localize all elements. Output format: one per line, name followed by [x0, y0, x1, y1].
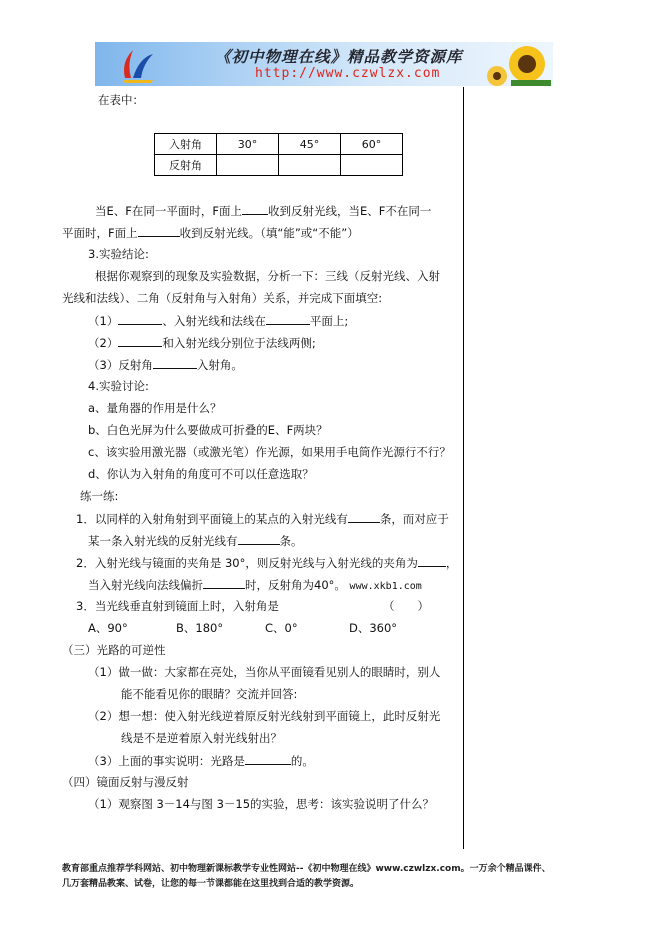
- paragraph-line: （1）做一做：大家都在亮处，当你从平面镜看见别人的眼睛时，别人: [88, 665, 441, 679]
- fill-blank-2: （2） 和入射光线分别位于法线两侧;: [88, 336, 316, 350]
- fill-blank-3: （3）反射角 入射角。: [88, 358, 243, 372]
- logo-icon: [117, 44, 157, 84]
- section-heading: （三）光路的可逆性: [62, 643, 166, 657]
- section-heading: （四）镜面反射与漫反射: [62, 775, 189, 789]
- sunflower-icon: [483, 42, 553, 86]
- option-d: D、360°: [349, 621, 398, 635]
- exercise-2-line: 当入射光线向法线偏折 时，反射角为40°。 www.xkb1.com: [88, 578, 422, 592]
- table-cell: 30°: [217, 134, 279, 155]
- exercise-2-line: 2．入射光线与镜面的夹角是 30°，则反射光线与入射光线的夹角为 ，: [76, 556, 458, 570]
- paragraph-line: （2）想一想：使入射光线逆着原反射光线射到平面镜上，此时反射光: [88, 709, 441, 723]
- paragraph-line: 平面时，F面上 收到反射光线。（填“能”或“不能”）: [62, 226, 359, 240]
- paragraph-line: 根据你观察到的现象及实验数据，分析一下：三线（反射光线、入射: [95, 269, 440, 283]
- footer-line: 几万套精品教案、试卷，让您的每一节课都能在这里找到合适的教学资源。: [62, 879, 360, 889]
- banner-title: 《初中物理在线》精品教学资源库: [215, 47, 463, 66]
- question-a: a、量角器的作用是什么？: [88, 401, 222, 415]
- paragraph-line: （1）观察图 3－14与图 3－15的实验，思考：该实验说明了什么？: [88, 797, 435, 811]
- paragraph-line: 光线和法线）、二角（反射角与入射角）关系，并完成下面填空:: [62, 291, 383, 305]
- table-cell: 60°: [341, 134, 403, 155]
- section-heading: 3.实验结论:: [88, 247, 149, 261]
- question-d: d、你认为入射角的角度可不可以任意选取？: [88, 467, 314, 481]
- fill-blank-1: （1） 、入射光线和法线在 平面上;: [88, 314, 349, 328]
- exercise-3-line: 3．当光线垂直射到镜面上时，入射角是: [76, 599, 279, 613]
- intro-text: 在表中：: [98, 93, 144, 107]
- option-b: B、180°: [176, 621, 224, 635]
- margin-divider: [463, 87, 464, 849]
- table-cell: [217, 155, 279, 176]
- banner-url[interactable]: http://www.czwlzx.com: [255, 66, 441, 81]
- table-cell: 入射角: [155, 134, 217, 155]
- header-banner: [95, 42, 553, 86]
- angle-table: [154, 133, 403, 176]
- question-b: b、白色光屏为什么要做成可折叠的E、F两块？: [88, 423, 328, 437]
- footer-line: 教育部重点推荐学科网站、初中物理新课标教学专业性网站--《初中物理在线》www.czwlzx.com。一万余个精品课件、: [62, 864, 551, 874]
- table-cell: [279, 155, 341, 176]
- watermark-url: www.xkb1.com: [349, 581, 422, 592]
- section-heading: 练一练:: [80, 489, 119, 503]
- paragraph-line: （3）上面的事实说明：光路是 的。: [88, 754, 314, 768]
- option-a: A、90°: [88, 621, 128, 635]
- table-row: [155, 134, 403, 155]
- paragraph-line: 线是不是逆着原入射光线射出？: [121, 731, 282, 745]
- table-cell: 45°: [279, 134, 341, 155]
- paragraph-line: 能不能看见你的眼睛？交流并回答:: [121, 687, 298, 701]
- question-c: c、该实验用激光器（或激光笔）作光源，如果用手电筒作光源行不行？: [88, 445, 451, 459]
- table-cell: [341, 155, 403, 176]
- section-heading: 4.实验讨论:: [88, 379, 149, 393]
- paragraph-line: 当E、F在同一平面时，F面上 收到反射光线，当E、F不在同一: [95, 204, 432, 218]
- table-row: [155, 155, 403, 176]
- table-cell: 反射角: [155, 155, 217, 176]
- exercise-1-line: 1．以同样的入射角射到平面镜上的某点的入射光线有 条，而对应于: [76, 512, 449, 526]
- exercise-1-line: 某一条入射光线的反射光线有 条。: [88, 534, 303, 548]
- option-c: C、0°: [265, 621, 298, 635]
- footer: [62, 862, 622, 892]
- answer-paren: （ ）: [383, 599, 429, 613]
